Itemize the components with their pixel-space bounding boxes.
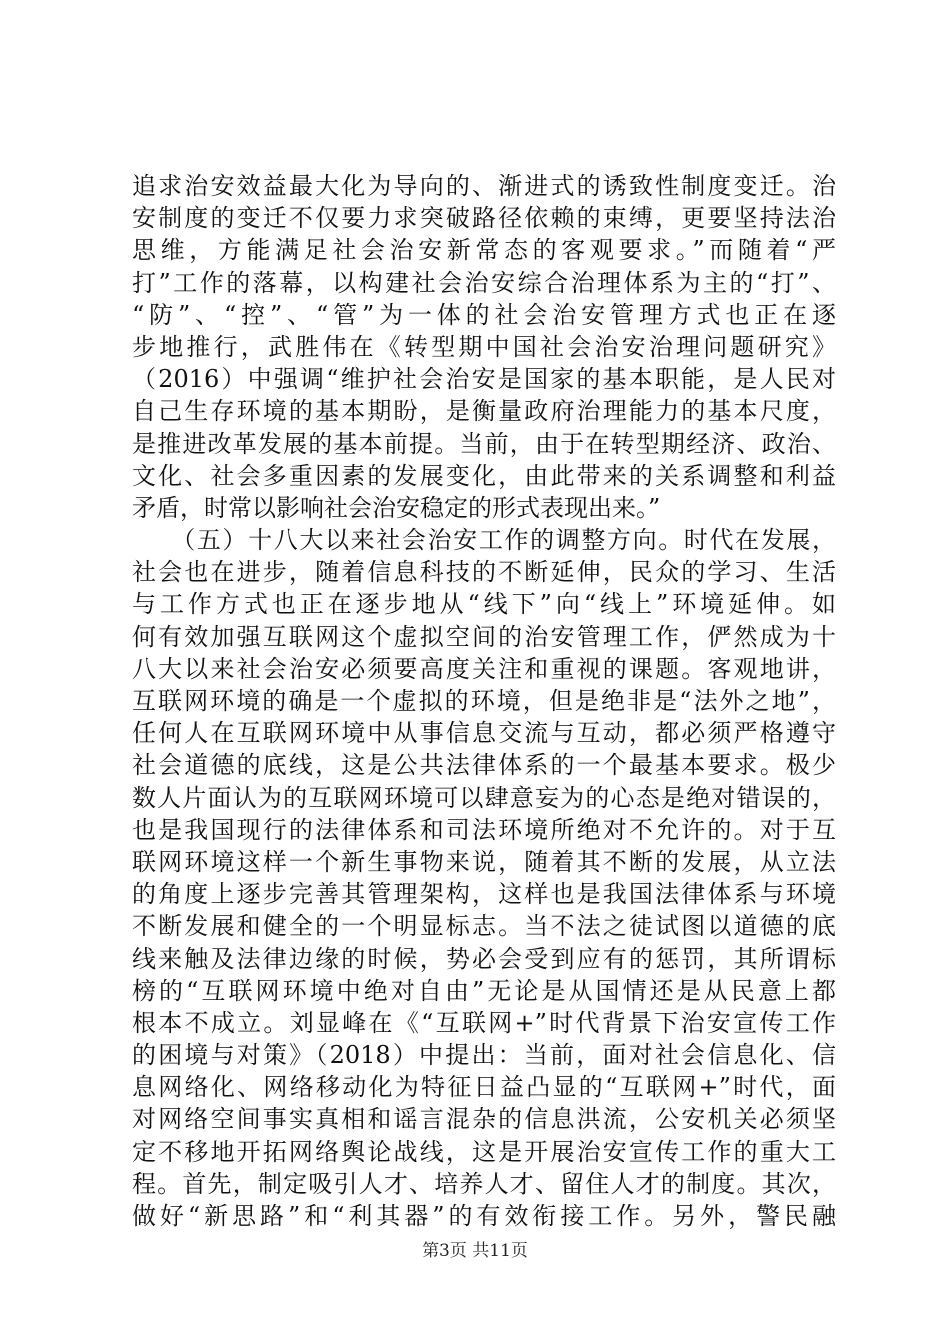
text-line: 矛盾，时常以影响社会治安稳定的形式表现出来。” xyxy=(132,493,661,522)
text-line: 社会道德的底线，这是公共法律体系的一个最基本要求。极少 xyxy=(132,751,836,780)
page-number-footer: 第3页 共11页 xyxy=(422,1241,528,1261)
text-line: 追求治安效益最大化为导向的、渐进式的诱致性制度变迁。治 xyxy=(132,172,836,200)
text-line: 社会也在进步，随着信息科技的不断延伸，民众的学习、生活 xyxy=(132,558,836,587)
text-line: 安制度的变迁不仅要力求突破路径依赖的束缚，更要坚持法治 xyxy=(132,204,836,233)
text-line: 也是我国现行的法律体系和司法环境所绝对不允许的。对于互 xyxy=(132,815,836,844)
text-line: 的角度上逐步完善其管理架构，这样也是我国法律体系与环境 xyxy=(132,880,836,909)
text-line: 定不移地开拓网络舆论战线，这是开展治安宣传工作的重大工 xyxy=(132,1137,836,1166)
text-line: 思维，方能满足社会治安新常态的客观要求。”而随着“严 xyxy=(132,236,836,265)
text-line: 的困境与对策》（2018）中提出：当前，面对社会信息化、信 xyxy=(132,1041,836,1070)
text-line: （2016）中强调“维护社会治安是国家的基本职能，是人民对 xyxy=(132,365,836,394)
text-line: 对网络空间事实真相和谣言混杂的信息洪流，公安机关必须坚 xyxy=(132,1105,836,1134)
text-line: 互联网环境的确是一个虚拟的环境，但是绝非是“法外之地”， xyxy=(132,687,836,715)
text-line: 程。首先，制定吸引人才、培养人才、留住人才的制度。其次， xyxy=(132,1169,836,1198)
text-line: “防”、“控”、“管”为一体的社会治安管理方式也正在逐 xyxy=(132,300,836,329)
text-line: 步地推行，武胜伟在《转型期中国社会治安治理问题研究》 xyxy=(132,332,836,361)
text-line: 文化、社会多重因素的发展变化，由此带来的关系调整和利益 xyxy=(132,461,836,490)
body-text xyxy=(132,170,836,1232)
text-line: 打”工作的落幕，以构建社会治安综合治理体系为主的“打”、 xyxy=(132,268,836,297)
text-line: 息网络化、网络移动化为特征日益凸显的“互联网+”时代，面 xyxy=(132,1073,836,1102)
text-line: 与工作方式也正在逐步地从“线下”向“线上”环境延伸。如 xyxy=(132,590,836,619)
text-line: 榜的“互联网环境中绝对自由”无论是从国情还是从民意上都 xyxy=(132,976,836,1005)
text-line: （五）十八大以来社会治安工作的调整方向。时代在发展， xyxy=(132,526,836,555)
text-line: 何有效加强互联网这个虚拟空间的治安管理工作，俨然成为十 xyxy=(132,622,836,651)
text-line: 自己生存环境的基本期盼，是衡量政府治理能力的基本尺度， xyxy=(132,397,836,426)
text-line: 是推进改革发展的基本前提。当前，由于在转型期经济、政治、 xyxy=(132,429,836,458)
text-line: 做好“新思路”和“利其器”的有效衔接工作。另外，警民融 xyxy=(132,1202,836,1230)
text-line: 数人片面认为的互联网环境可以肆意妄为的心态是绝对错误的， xyxy=(132,783,836,812)
text-line: 根本不成立。刘显峰在《“互联网+”时代背景下治安宣传工作 xyxy=(132,1008,836,1037)
text-line: 不断发展和健全的一个明显标志。当不法之徒试图以道德的底 xyxy=(132,912,836,941)
text-line: 线来触及法律边缘的时候，势必会受到应有的惩罚，其所谓标 xyxy=(132,944,836,973)
text-line: 任何人在互联网环境中从事信息交流与互动，都必须严格遵守 xyxy=(132,719,836,748)
text-line: 八大以来社会治安必须要高度关注和重视的课题。客观地讲， xyxy=(132,654,836,683)
text-line: 联网环境这样一个新生事物来说，随着其不断的发展，从立法 xyxy=(132,847,836,876)
